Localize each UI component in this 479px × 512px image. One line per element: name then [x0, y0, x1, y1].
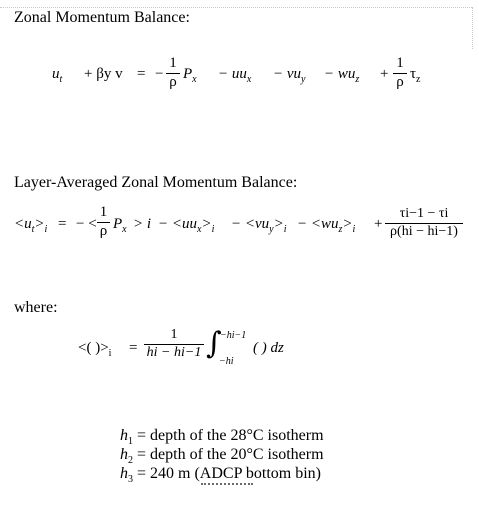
definition-h3: $h_3 = 240$ m (ADCP bottom bin) — [120, 465, 321, 486]
eq2-fraction-p: 1 ρ — [97, 204, 110, 240]
eq2-minus-open: − < — [76, 216, 97, 232]
eq2-fraction-tau: τi−1 − τi ρ(hi − hi−1) — [385, 206, 463, 240]
eq1-fraction-tau: 1 ρ — [393, 55, 407, 91]
eq2-plus: + — [374, 216, 383, 232]
eq1-tau-z: $\tau_z$ — [410, 66, 421, 85]
eq3-fraction: 1 hi − hi−1 — [144, 327, 204, 361]
where-label: where: — [14, 299, 58, 316]
spellcheck-underline — [201, 480, 253, 485]
eq1-equals: = — [137, 66, 146, 82]
eq3-equals: = — [129, 340, 138, 356]
eq2-px: $P_x$ — [113, 216, 127, 235]
eq2-lhs: $<u_t>_i$ — [14, 216, 48, 235]
eq1-ut: $u_t$ — [52, 66, 63, 85]
eq1-beta-term: + βy v — [84, 66, 123, 82]
eq1-px: $P_x$ — [183, 66, 197, 85]
heading-zonal: Zonal Momentum Balance: — [14, 9, 190, 26]
heading-layer-averaged: Layer-Averaged Zonal Momentum Balance: — [14, 174, 298, 191]
page-guide-right — [472, 7, 473, 49]
eq1-vuy: − $vu_y$ — [273, 66, 306, 85]
definition-h1: $h_1$ = depth of the 28°C isotherm — [120, 427, 324, 448]
page-guide-top — [0, 7, 472, 8]
eq2-wuz: − $<wu_z>_i$ — [297, 216, 356, 235]
eq3-integral-sign: ∫ — [206, 326, 222, 361]
eq3-lower-limit: −hi — [219, 356, 234, 367]
eq1-minus: − — [155, 66, 164, 82]
eq3-lhs: <( )$>_i$ — [78, 340, 112, 359]
eq1-fraction-p: 1 ρ — [166, 55, 180, 91]
eq1-wuz: − $wu_z$ — [324, 66, 360, 85]
eq3-upper-limit: −hi−1 — [220, 330, 247, 341]
definition-h2: $h_2$ = depth of the 20°C isotherm — [120, 446, 324, 467]
eq2-equals: = — [58, 216, 67, 232]
eq1-plus: + — [380, 66, 389, 82]
eq2-close-i: > i — [133, 216, 152, 232]
eq1-uux: − $uu_x$ — [218, 66, 252, 85]
eq2-uux: − $<uu_x>_i$ — [158, 216, 215, 235]
eq2-vuy: − $<vu_y>_i$ — [231, 216, 287, 235]
eq3-integrand: ( ) dz — [253, 340, 284, 356]
